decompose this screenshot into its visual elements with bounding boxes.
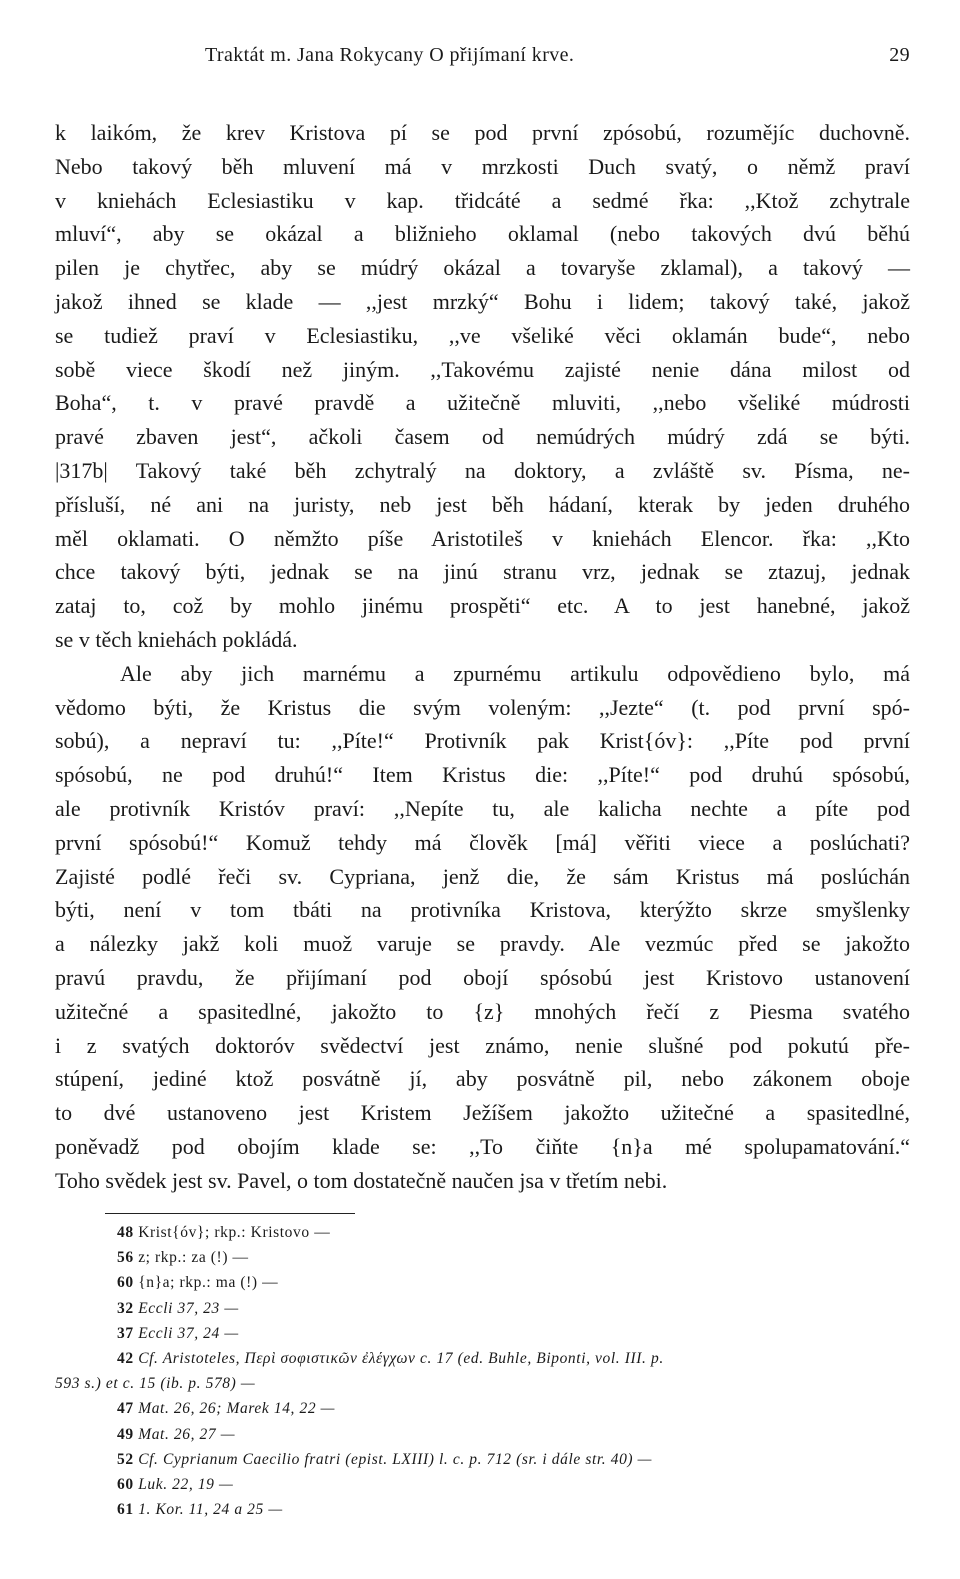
text-line: užitečné a spasitedlné, jakožto to {z} mnohých řečí z Piesma svatého [55,998,910,1024]
text-line: stúpení, jediné ktož posvátně jí, aby posvátně pil, nebo zákonem oboje [55,1066,910,1092]
footnote [55,1472,910,1497]
text-line: Nebo takový běh mluvení má v mrzkosti Duch svatý, o němž praví [55,153,910,179]
footnote-text: Luk. 22, 19 — [138,1475,234,1493]
text-line: pravú pravdu, že přijímaní pod obojí spósobú jest Kristovo ustanovení [55,964,910,990]
footnote-text: z; rkp.: za (!) — [138,1249,249,1267]
footnote [55,1245,910,1270]
text-line: a nálezky jakž koli muož varuje se pravdy. Ale vezmúc před se jakožto [55,931,910,957]
footnote [55,1422,910,1447]
footnote-number: 56 [117,1249,134,1267]
footnote-continuation [55,1371,910,1396]
footnote [55,1447,910,1472]
text-line: pravé zbaven jest“, ačkoli časem od nemúdrých múdrý zdá se býti. [55,424,910,450]
footnote-text: 1. Kor. 11, 24 a 25 — [138,1501,283,1519]
footnote-number: 37 [117,1324,134,1342]
footnote [55,1346,910,1371]
footnote-number: 61 [117,1501,134,1519]
page-header [55,38,910,72]
footnote-separator [105,1213,355,1214]
footnote-number: 52 [117,1450,134,1468]
text-line: přísluší, né ani na juristy, neb jest běh hádaní, kterak by jeden druhého [55,491,910,517]
text-line: Zajisté podlé řeči sv. Cypriana, jenž die, že sám Kristus má poslúchán [55,863,910,889]
text-line: mluví“, aby se okázal a bližnieho oklamal (nebo takových dvú běhú [55,221,910,247]
page-number: 29 [889,44,910,66]
text-line: Ale aby jich marnému a zpurnému artikulu odpovědieno bylo, má [120,660,910,686]
text-line: první spósobú!“ Komuž tehdy má člověk [má] věřiti viece a poslúchati? [55,829,910,855]
text-line: zataj to, což by mohlo jinému prospěti“ etc. A to jest hanebné, jakož [55,593,910,619]
footnote [55,1321,910,1346]
text-line: i z svatých doktoróv svědectví jest známo, nenie slušné pod pokutú pře- [55,1032,910,1058]
text-line: vědomo býti, že Kristus die svým voleným: ,,Jezte“ (t. pod první spó- [55,694,910,720]
running-title: Traktát m. Jana Rokycany O přijímaní krve. [205,44,575,66]
footnote [55,1220,910,1245]
footnote-text: Eccli 37, 23 — [138,1299,239,1317]
text-line: |317b| Takový také běh zchytralý na doktory, a zvláště sv. Písma, ne- [55,457,910,483]
footnote [55,1270,910,1295]
text-line: Toho svědek jest sv. Pavel, o tom dostatečně naučen jsa v třetím nebi. [55,1167,668,1193]
footnote-number: 49 [117,1425,134,1443]
text-line: v kniehách Eclesiastiku v kap. třidcáté a sedmé řka: ,,Ktož zchytrale [55,187,910,213]
footnote-number: 60 [117,1475,134,1493]
footnotes [55,1220,910,1522]
text-line: ale protivník Kristóv praví: ,,Nepíte tu, ale kalicha nechte a píte pod [55,795,910,821]
text-line: spósobú, ne pod druhú!“ Item Kristus die: ,,Píte!“ pod druhú spósobú, [55,762,910,788]
footnote-number: 42 [117,1349,134,1367]
text-line: se v těch kniehách pokládá. [55,626,298,652]
footnote-number: 60 [117,1274,134,1292]
text-line: sobě viece škodí než jiným. ,,Takovému zajisté nenie dána milost od [55,356,910,382]
page [55,38,910,1519]
footnote-text: Mat. 26, 27 — [138,1425,236,1443]
footnote-number: 48 [117,1224,134,1241]
footnote-text: Eccli 37, 24 — [138,1324,239,1342]
footnote-text: 593 s.) et c. 15 (ib. p. 578) — [55,1375,256,1393]
footnote [55,1296,910,1321]
text-line: k laikóm, že krev Kristova pí se pod první zpósobú, rozumějíc duchovně. [55,120,910,145]
text-line: poněvadž pod obojím klade se: ,,To čiňte {n}a mé spolupamatování.“ [55,1133,910,1159]
footnote-text: Krist{óv}; rkp.: Kristovo — [138,1224,331,1241]
text-line: to dvé ustanoveno jest Kristem Ježíšem jakožto užitečné a spasitedlné, [55,1100,910,1126]
text-line: Boha“, t. v pravé pravdě a užitečně mluviti, ,,nebo všeliké múdrosti [55,390,910,416]
footnote [55,1497,910,1522]
footnote-text: {n}a; rkp.: ma (!) — [138,1274,279,1292]
text-line: pilen je chytřec, aby se múdrý okázal a tovaryše zklamal), a takový — [55,255,910,281]
body-text [55,116,910,1198]
footnote-text: Cf. Aristoteles, Περὶ σοφιστικῶν ἐλέγχων c. 17 (ed. Buhle, Biponti, vol. III. p. [138,1349,664,1367]
text-line: býti, není v tom tbáti na protivníka Kristova, kterýžto skrze smyšlenky [55,897,910,923]
footnote [55,1396,910,1421]
text-line: chce takový býti, jednak se na jinú stranu vrz, jednak se ztazuj, jednak [55,559,910,585]
footnote-text: Mat. 26, 26; Marek 14, 22 — [138,1400,336,1418]
footnote-number: 32 [117,1299,134,1317]
text-line: se tudiež praví v Eclesiastiku, ,,ve všeliké věci oklamán bude“, nebo [55,322,910,348]
text-line: sobú), a nepraví tu: ,,Píte!“ Protivník pak Krist{óv}: ,,Píte pod první [55,728,910,754]
text-line: měl oklamati. O němžto píše Aristotileš v kniehách Elencor. řka: ,,Kto [55,525,910,551]
footnote-text: Cf. Cyprianum Caecilio fratri (epist. LXIII) l. c. p. 712 (sr. i dále str. 40) — [138,1450,653,1468]
footnote-number: 47 [117,1400,134,1418]
text-line: jakož ihned se klade — ,,jest mrzký“ Bohu i lidem; takový také, jakož [55,288,910,314]
